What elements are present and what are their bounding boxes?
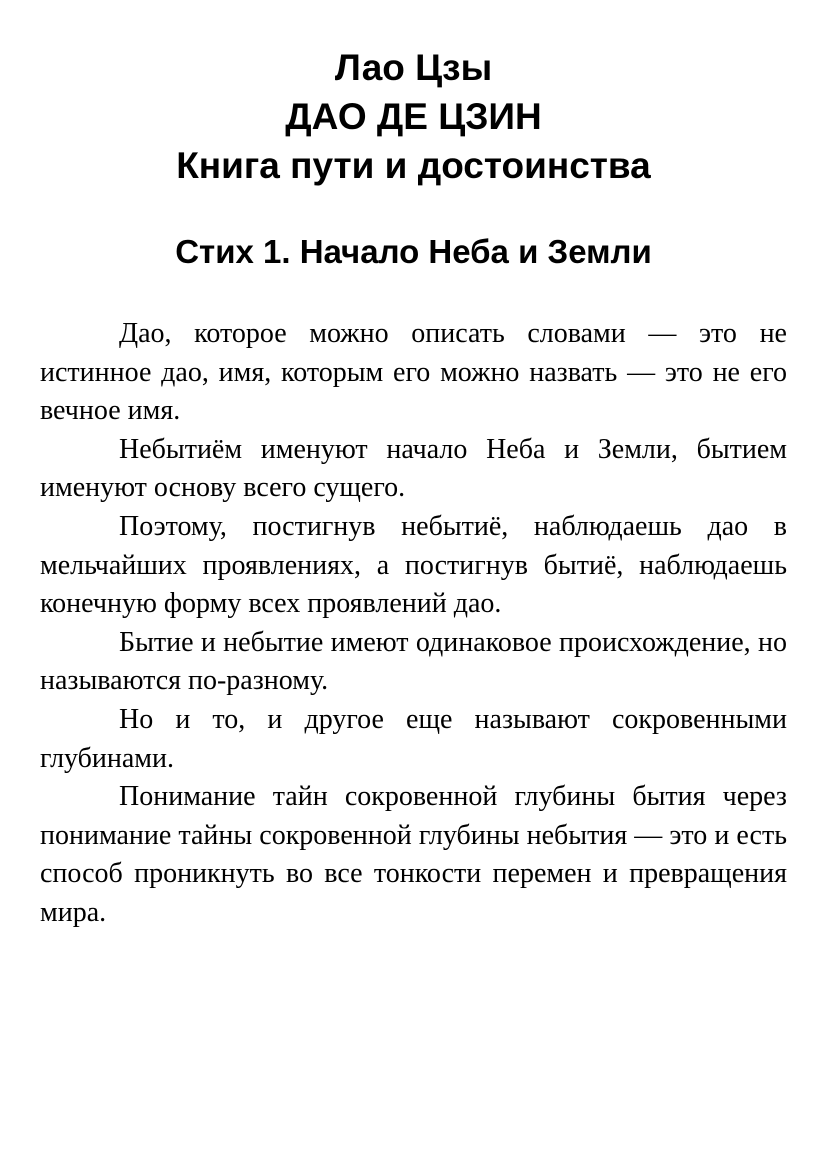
paragraph: Дао, которое можно описать словами — это не истинное дао, имя, которым его можно назвать — это не его вечное имя. [40,318,787,427]
book-subtitle: Книга пути и достоинства [176,145,651,186]
section-title: Стих 1. Начало Неба и Земли [175,233,652,270]
paragraph: Поэтому, постигнув небытиё, наблюдаешь дао в мельчайших проявлениях, а постигнув бытиё, наблюдаешь конечную форму всех проявлений дао. [40,510,787,620]
paragraph: Небытиём именуют начало Неба и Земли, бытием именуют основу всего сущего. [40,433,787,504]
body-text [40,315,787,933]
book-title: ДАО ДЕ ЦЗИН [285,96,542,137]
paragraph: Бытие и небытие имеют одинаковое происхождение, но называются по-разному. [40,626,787,697]
paragraph: Понимание тайн сокровенной глубины бытия через понимание тайны сокровенной глубины небытия — это и есть способ проникнуть во все тонкости перемен и превращения мира. [40,781,787,928]
author-name: Лао Цзы [334,47,493,88]
paragraph: Но и то, и другое еще называют сокровенными глубинами. [40,703,787,774]
title-block [0,43,827,190]
